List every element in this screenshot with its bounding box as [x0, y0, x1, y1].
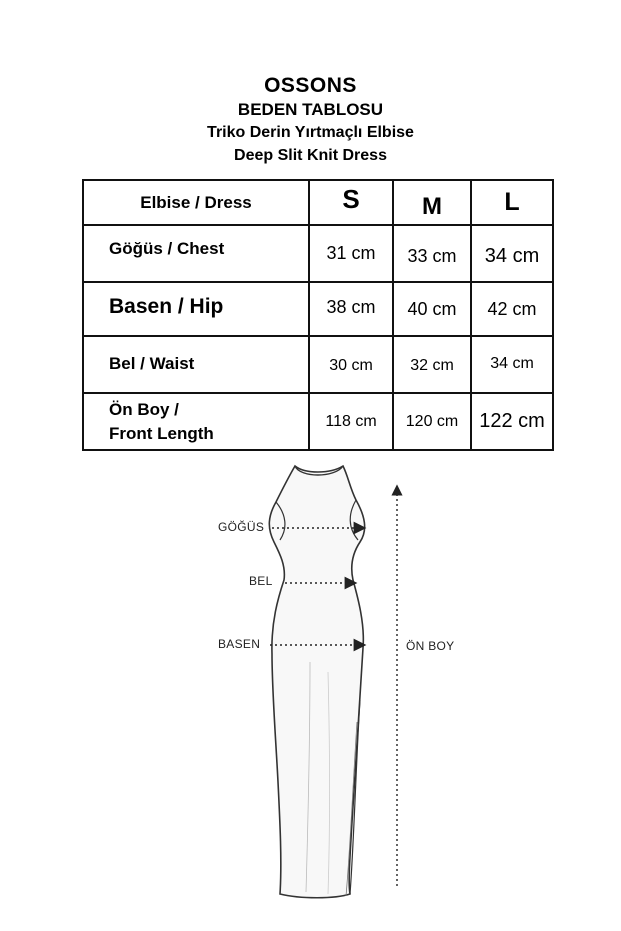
size-table	[82, 179, 554, 451]
product-name-tr: Triko Derin Yırtmaçlı Elbise	[207, 124, 414, 141]
table-cell: 38 cm	[309, 282, 393, 336]
table-cell: 32 cm	[393, 336, 471, 393]
row-label-front-length	[83, 393, 309, 450]
size-chart-title: BEDEN TABLOSU	[237, 100, 384, 119]
table-cell: 118 cm	[309, 393, 393, 450]
table-cell: 122 cm	[471, 393, 553, 450]
table-cell: 34 cm	[471, 336, 553, 393]
table-cell: 31 cm	[309, 225, 393, 282]
size-s-header: S	[309, 180, 393, 225]
dress-illustration	[160, 462, 490, 922]
row-label-line: Ön Boy /	[109, 399, 179, 419]
row-label-hip: Basen / Hip	[83, 282, 309, 336]
row-label-waist: Bel / Waist	[83, 336, 309, 393]
table-cell: 40 cm	[393, 282, 471, 336]
size-l-header: L	[471, 180, 553, 225]
brand-name: OSSONS	[264, 74, 357, 97]
table-row	[83, 336, 553, 393]
dress-diagram	[160, 462, 490, 922]
chest-label: GÖĞÜS	[218, 520, 265, 534]
table-row	[83, 393, 553, 450]
row-label-line: Front Length	[109, 423, 214, 443]
table-cell: 42 cm	[471, 282, 553, 336]
waist-label: BEL	[249, 574, 273, 588]
table-cell: 120 cm	[393, 393, 471, 450]
table-row	[83, 225, 553, 282]
table-row	[83, 282, 553, 336]
table-cell: 33 cm	[393, 225, 471, 282]
table-cell: 30 cm	[309, 336, 393, 393]
size-m-header: M	[393, 180, 471, 225]
hip-label: BASEN	[218, 637, 261, 651]
product-name-en: Deep Slit Knit Dress	[234, 147, 387, 164]
table-header-row	[83, 180, 553, 225]
header-label: Elbise / Dress	[83, 180, 309, 225]
table-cell: 34 cm	[471, 225, 553, 282]
front-length-label: ÖN BOY	[406, 639, 455, 653]
row-label-chest: Göğüs / Chest	[83, 225, 309, 282]
